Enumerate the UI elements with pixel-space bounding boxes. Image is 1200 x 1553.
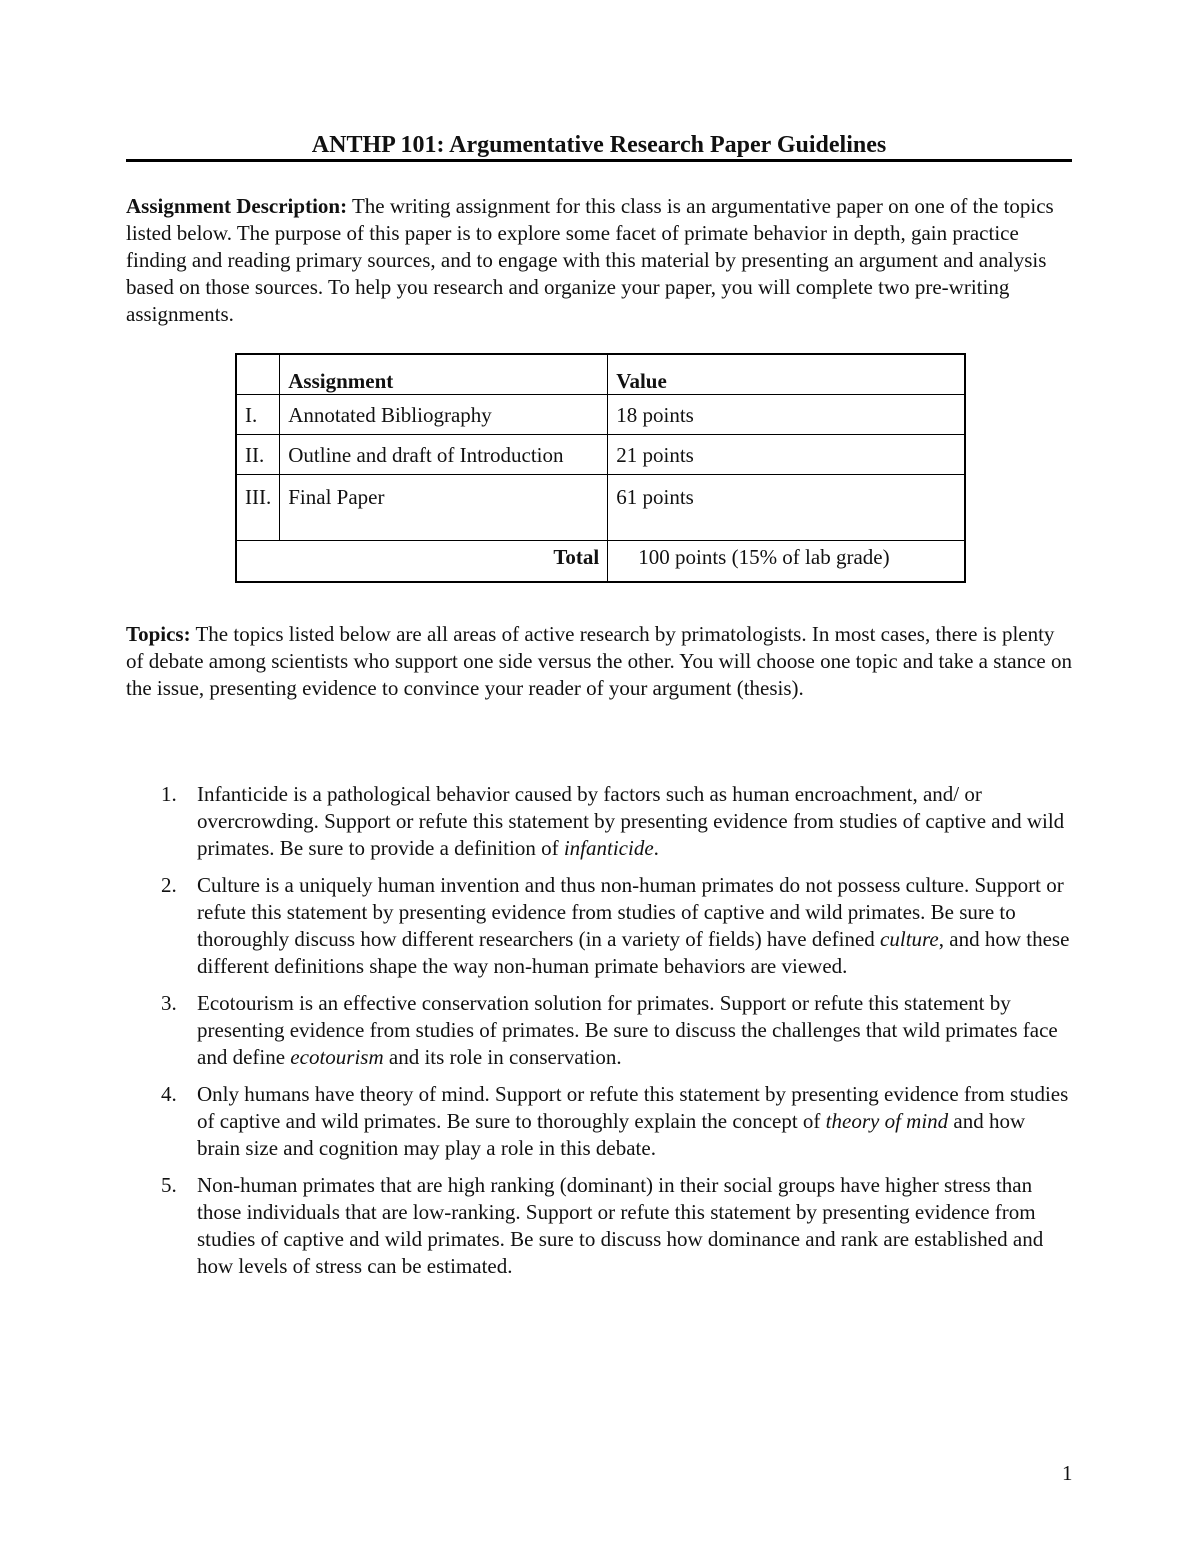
list-item: [126, 990, 1072, 1071]
topic-text: Ecotourism is an effective conservation solution for primates. Support or refute this statement by presenting evidence from studies of primates. Be sure to discuss the challenges that wild primates face and define: [197, 991, 1058, 1069]
row-assignment: Annotated Bibliography: [280, 395, 608, 435]
list-item: [126, 1172, 1072, 1280]
row-value: 18 points: [608, 395, 965, 435]
row-number: II.: [236, 435, 280, 475]
topic-text-end: and how brain size and cognition may play a role in this debate.: [197, 1109, 1026, 1160]
header-number: [236, 354, 280, 395]
topic-term: infanticide: [563, 836, 654, 860]
header-value: Value: [608, 354, 965, 395]
topics-intro: [126, 621, 1072, 702]
topic-term: ecotourism: [290, 1045, 384, 1069]
topic-text-end: , and how these different definitions shape the way non-human primate behaviors are viewed.: [197, 927, 1070, 978]
topic-text: Culture is a uniquely human invention and thus non-human primates do not possess culture. Support or refute this statement by presenting evidence from studies of captive and wild primates. Be sure to thoroughly discuss how different researchers (in a variety of fields) have defined: [197, 873, 1064, 951]
topic-term: theory of mind: [825, 1109, 949, 1133]
topic-text: Only humans have theory of mind. Support or refute this statement by presenting evidence from studies of captive and wild primates. Be sure to thoroughly explain the concept of: [197, 1082, 1069, 1133]
table-header-row: [236, 354, 965, 395]
page-number: 1: [1062, 1461, 1073, 1485]
list-item: [126, 781, 1072, 862]
topic-number: 2.: [161, 873, 177, 897]
topic-text: Infanticide is a pathological behavior caused by factors such as human encroachment, and/ or overcrowding. Support or refute this statement by presenting evidence from studies of captive and wild primates. Be sure to provide a definition of: [197, 782, 1065, 860]
assignment-description: [126, 193, 1072, 328]
topics-label: Topics:: [126, 622, 191, 646]
list-item: [126, 1081, 1072, 1162]
list-item: [126, 872, 1072, 980]
table-row: [236, 395, 965, 435]
row-assignment: Outline and draft of Introduction: [280, 435, 608, 475]
table-total-row: [236, 541, 965, 582]
topic-term: culture: [880, 927, 939, 951]
topic-number: 4.: [161, 1082, 177, 1106]
row-number: III.: [236, 475, 280, 541]
description-text: The writing assignment for this class is an argumentative paper on one of the topics listed below. The purpose of this paper is to explore some facet of primate behavior in depth, gain practice finding and reading primary sources, and to engage with this material by presenting an argument and analysis based on those sources. To help you research and organize your paper, you will complete two pre-writing assignments.: [126, 194, 1054, 326]
title-underline: [126, 159, 1072, 162]
topic-number: 3.: [161, 991, 177, 1015]
topic-number: 5.: [161, 1173, 177, 1197]
topic-text: Non-human primates that are high ranking (dominant) in their social groups have higher stress than those individuals that are low-ranking. Support or refute this statement by presenting evidence from studies of captive and wild primates. Be sure to discuss how dominance and rank are established and how levels of stress can be estimated.: [197, 1173, 1044, 1278]
total-label: Total: [236, 541, 608, 582]
header-assignment: Assignment: [280, 354, 608, 395]
row-value: 21 points: [608, 435, 965, 475]
table-row: [236, 435, 965, 475]
total-value: 100 points (15% of lab grade): [608, 541, 965, 582]
row-assignment: Final Paper: [280, 475, 608, 541]
page-title: ANTHP 101: Argumentative Research Paper Guidelines: [311, 132, 887, 158]
row-value: 61 points: [608, 475, 965, 541]
row-number: I.: [236, 395, 280, 435]
topic-text-end: .: [653, 836, 659, 860]
description-label: Assignment Description:: [126, 194, 348, 218]
topics-list: [126, 781, 1072, 1290]
table-row: [236, 475, 965, 541]
assignment-table: [235, 353, 966, 583]
topic-number: 1.: [161, 782, 177, 806]
topics-intro-text: The topics listed below are all areas of active research by primatologists. In most cases, there is plenty of debate among scientists who support one side versus the other. You will choose one topic and take a stance on the issue, presenting evidence to convince your reader of your argument (thesis).: [126, 622, 1072, 700]
topic-text-end: and its role in conservation.: [383, 1045, 622, 1069]
